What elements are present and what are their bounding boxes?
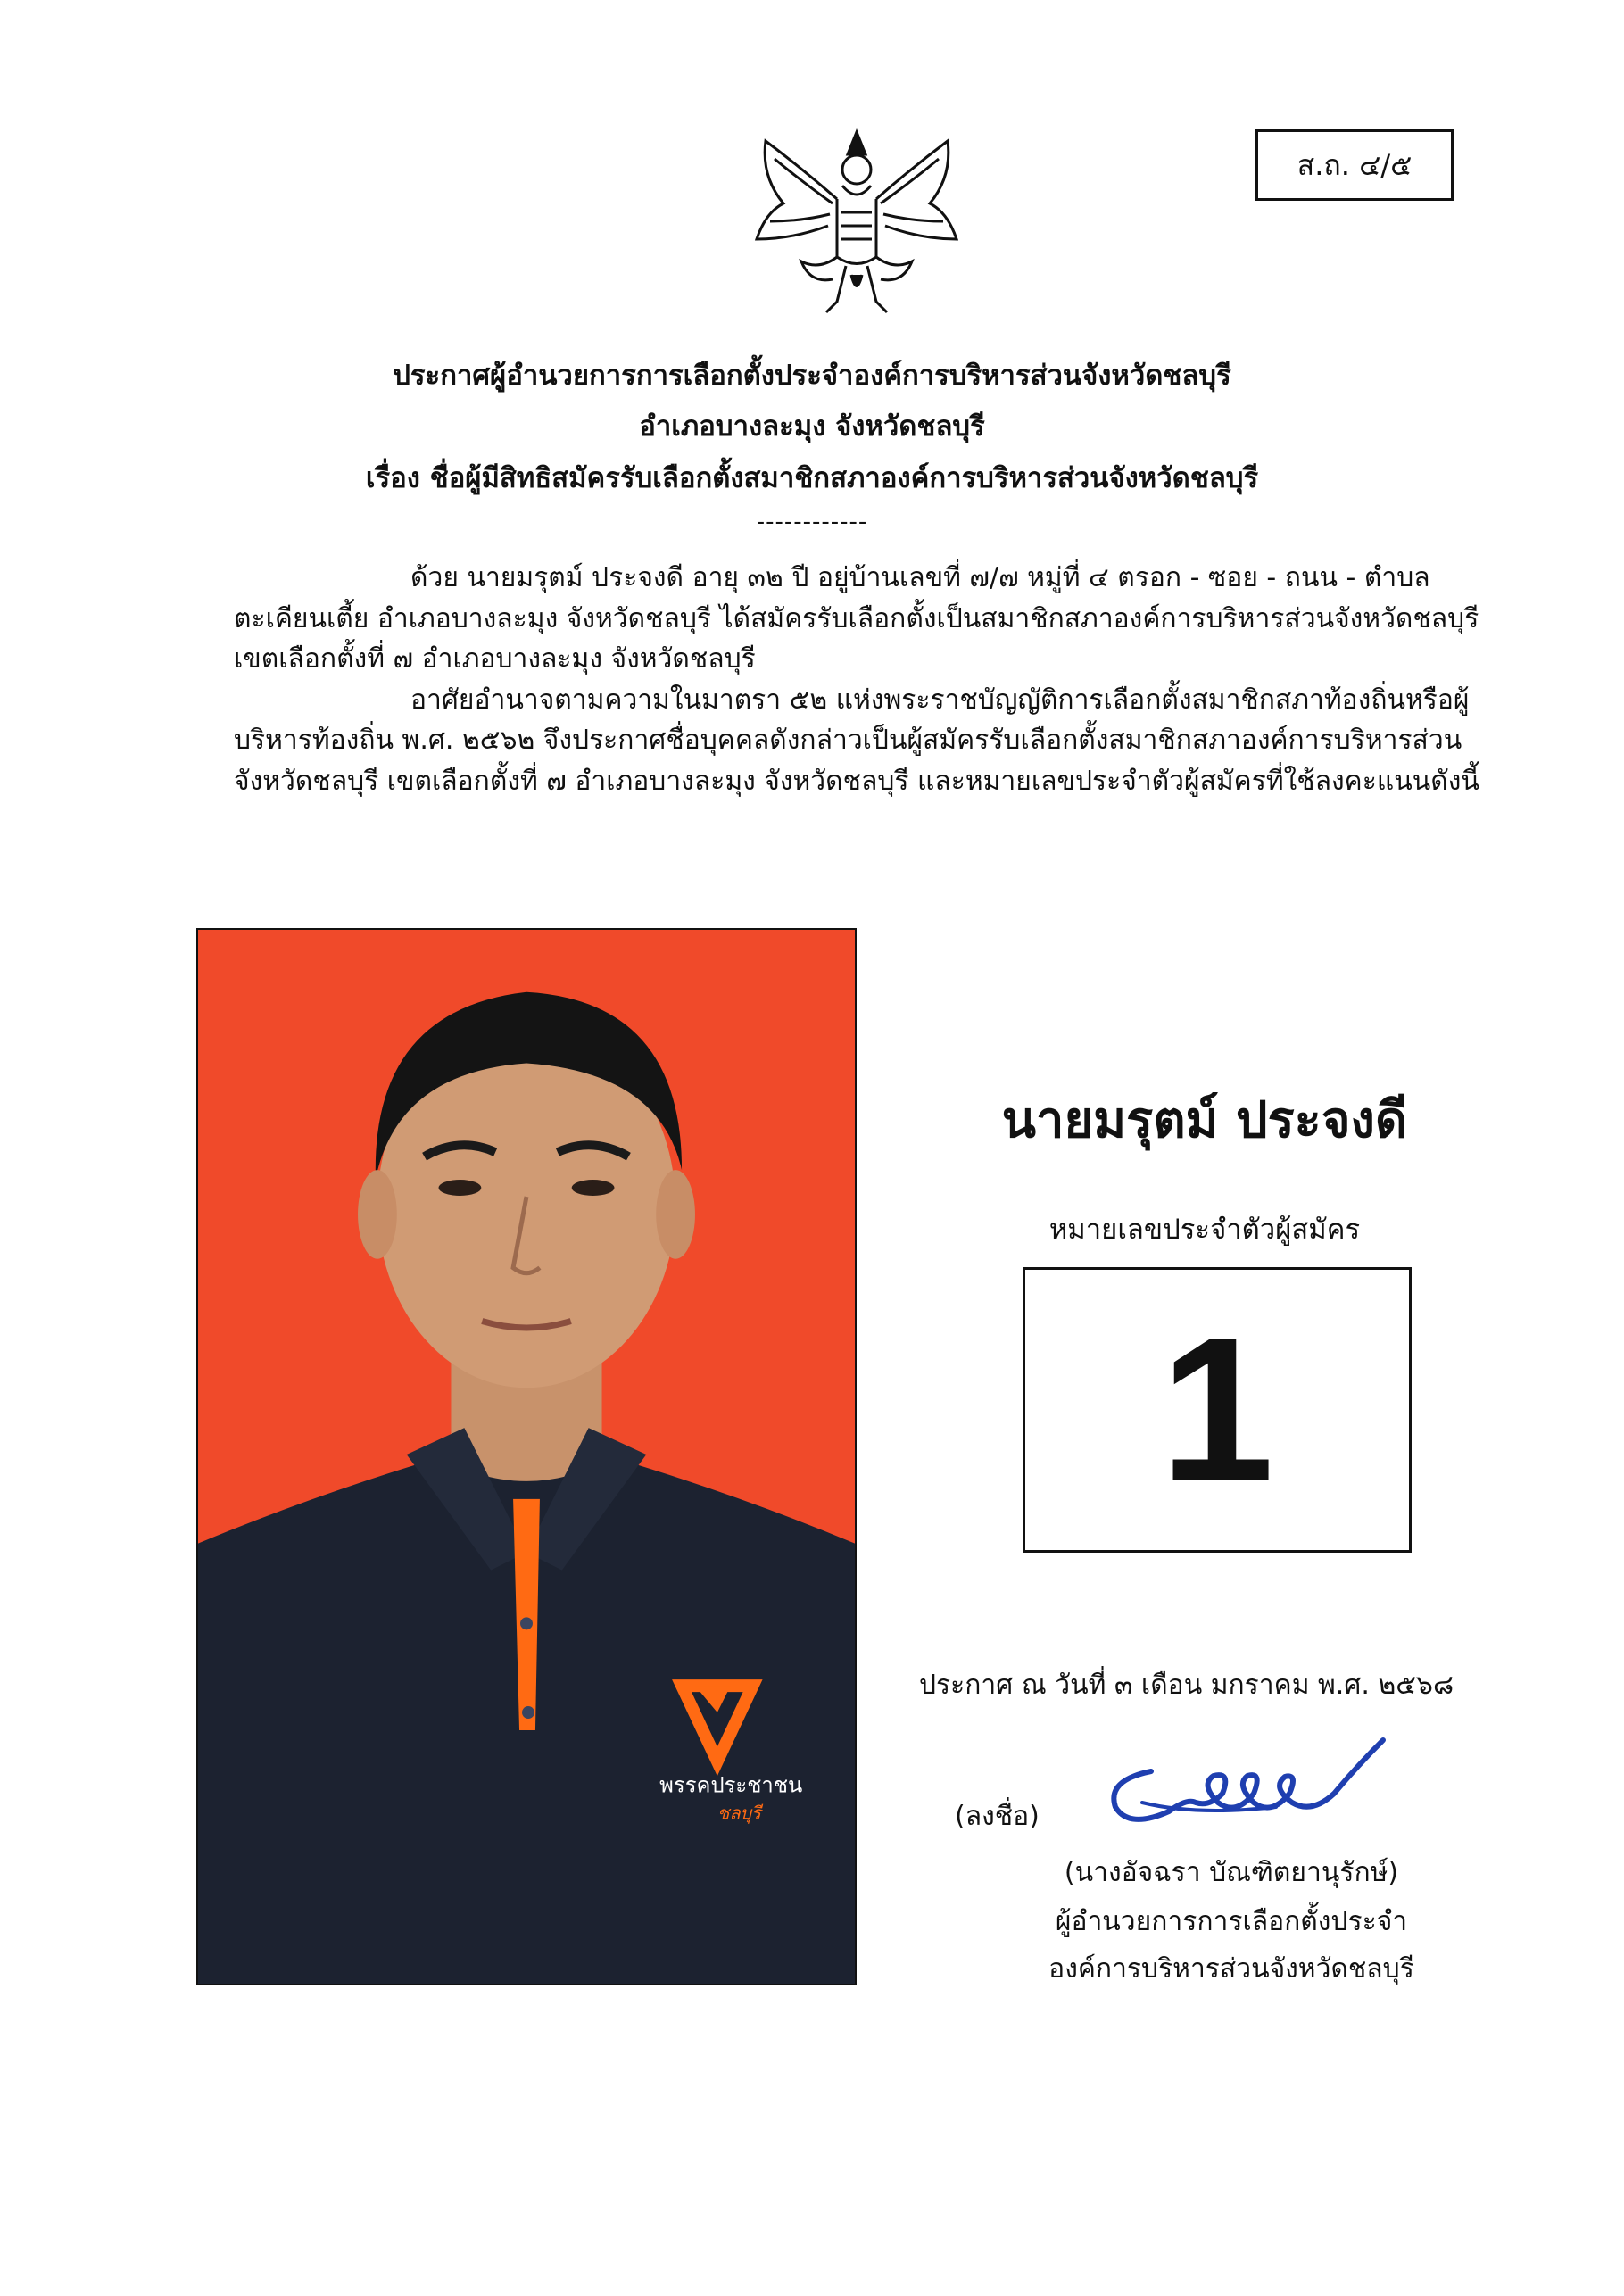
header-title-line1: ประกาศผู้อำนวยการการเลือกตั้งประจำองค์การบริหารส่วนจังหวัดชลบุรี bbox=[393, 360, 1231, 392]
signer-title-line2: องค์การบริหารส่วนจังหวัดชลบุรี bbox=[1048, 1953, 1414, 1985]
shirt-logo-text: พรรคประชาชน bbox=[659, 1772, 803, 1798]
announcement-body bbox=[234, 558, 1490, 801]
body-paragraph-1: ด้วย นายมรุตม์ ประจงดี อายุ ๓๒ ปี อยู่บ้านเลขที่ ๗/๗ หมู่ที่ ๔ ตรอก - ซอย - ถนน - ตำบลตะเคียนเตี้ย อำเภอบางละมุง จังหวัดชลบุรี ได้สมัครรับเลือกตั้งเป็นสมาชิกสภาองค์การบริหารส่วนจังหวัดชลบุรี เขตเลือกตั้งที่ ๗ อำเภอบางละมุง จังหวัดชลบุรี bbox=[234, 562, 1479, 675]
form-code: ส.ถ. ๔/๕ bbox=[1297, 147, 1413, 182]
shirt-logo-subtext: ชลบุรี bbox=[717, 1803, 761, 1824]
candidate-name: นายมรุตม์ ประจงดี bbox=[1001, 1091, 1408, 1149]
candidate-number-box bbox=[1023, 1267, 1412, 1553]
announcement-date: ประกาศ ณ วันที่ ๓ เดือน มกราคม พ.ศ. ๒๕๖๘ bbox=[919, 1670, 1454, 1701]
candidate-photo bbox=[196, 928, 857, 1985]
candidate-number: 1 bbox=[1160, 1295, 1274, 1524]
form-code-box bbox=[1255, 129, 1454, 201]
signature-image bbox=[1089, 1718, 1392, 1834]
garuda-emblem-icon bbox=[748, 114, 965, 321]
body-paragraph-2: อาศัยอำนาจตามความในมาตรา ๕๒ แห่งพระราชบัญญัติการเลือกตั้งสมาชิกสภาท้องถิ่นหรือผู้บริหารท้องถิ่น พ.ศ. ๒๕๖๒ จึงประกาศชื่อบุคคลดังกล่าวเป็นผู้สมัครรับเลือกตั้งสมาชิกสภาองค์การบริหารส่วนจังหวัดชลบุรี เขตเลือกตั้งที่ ๗ อำเภอบางละมุง จังหวัดชลบุรี และหมายเลขประจำตัวผู้สมัครที่ใช้ลงคะแนนดังนี้ bbox=[234, 684, 1479, 797]
signature-label: (ลงชื่อ) bbox=[955, 1801, 1040, 1832]
signer-title-line1: ผู้อำนวยการการเลือกตั้งประจำ bbox=[1055, 1906, 1408, 1937]
header-divider: ------------ bbox=[756, 509, 868, 535]
header-subject-line: เรื่อง ชื่อผู้มีสิทธิสมัครรับเลือกตั้งสมาชิกสภาองค์การบริหารส่วนจังหวัดชลบุรี bbox=[365, 462, 1259, 494]
signer-name: (นางอัจฉรา บัณฑิตยานุรักษ์) bbox=[1064, 1857, 1399, 1888]
candidate-number-label: หมายเลขประจำตัวผู้สมัคร bbox=[1048, 1214, 1361, 1246]
header-title-line2: อำเภอบางละมุง จังหวัดชลบุรี bbox=[639, 410, 985, 443]
